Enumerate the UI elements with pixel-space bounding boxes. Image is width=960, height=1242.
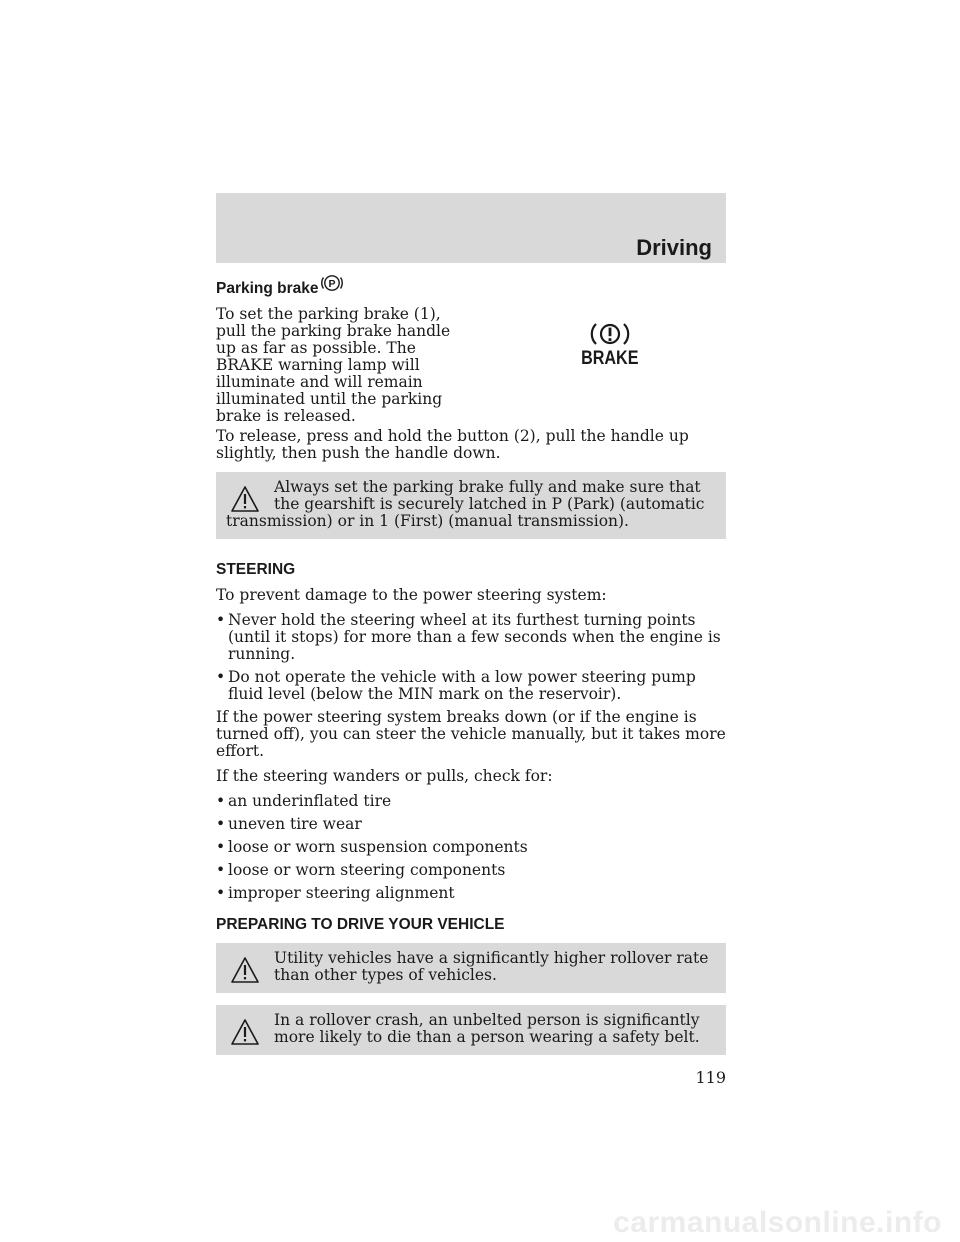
warning-text-parking-continued: transmission) or in 1 (First) (manual transmission). [226,512,629,530]
steering-heading: STEERING [216,561,296,578]
list-item: • uneven tire wear [216,815,362,833]
warning-box-unbelted [216,1005,726,1055]
list-item: • Do not operate the vehicle with a low power steering pump fluid level (below the MIN mark on the reservoir). [216,668,696,703]
warning-box-rollover-rate [216,943,726,993]
list-item: • improper steering alignment [216,884,455,902]
parking-brake-row [216,306,726,428]
brake-warning-icon [587,320,633,348]
parking-brake-icon [320,271,344,295]
brake-lamp-label: BRAKE [581,348,639,369]
section-title: Driving [636,235,712,260]
list-item: • loose or worn steering components [216,861,506,879]
warning-triangle-icon [230,1018,260,1046]
parking-brake-set-text: To set the parking brake (1), pull the parking brake handle up as far as possible. The BRAKE warning lamp will illuminate and will remain illuminated until the parking brake is released. [216,305,451,425]
brake-warning-lamp [576,320,644,368]
steering-precautions-list [216,612,726,703]
warning-text-unbelted: In a rollover crash, an unbelted person is significantly more likely to die than a person wearing a safety belt. [274,1011,700,1046]
parking-brake-subheading-text: Parking brake [216,280,319,297]
preparing-heading: PREPARING TO DRIVE YOUR VEHICLE [216,916,505,933]
page-number: 119 [695,1068,726,1087]
steering-intro: To prevent damage to the power steering system: [216,586,607,604]
svg-text:P: P [328,277,336,290]
parking-brake-release-text: To release, press and hold the button (2), pull the handle up slightly, then push the handle down. [216,427,689,462]
watermark: carmanualsonline.info [613,1206,942,1239]
header-band [216,193,726,263]
list-item: • Never hold the steering wheel at its furthest turning points (until it stops) for more than a few seconds when the engine is running. [216,611,721,663]
list-item: • an underinflated tire [216,792,392,810]
warning-box-parking [216,472,726,539]
steering-breakdown-text: If the power steering system breaks down (or if the engine is turned off), you can steer the vehicle manually, but it takes more effort. [216,708,726,760]
warning-triangle-icon [230,956,260,984]
warning-triangle-icon [230,485,260,513]
warning-text-parking: Always set the parking brake fully and make sure that the gearshift is securely latched in P (Park) (automatic [274,478,705,513]
parking-brake-subheading [216,277,726,297]
steering-check-intro: If the steering wanders or pulls, check for: [216,767,553,785]
warning-text-rollover-rate: Utility vehicles have a significantly higher rollover rate than other types of vehicles. [274,949,709,984]
steering-checks-list [216,793,726,902]
page-content [216,277,726,1067]
list-item: • loose or worn suspension components [216,838,528,856]
